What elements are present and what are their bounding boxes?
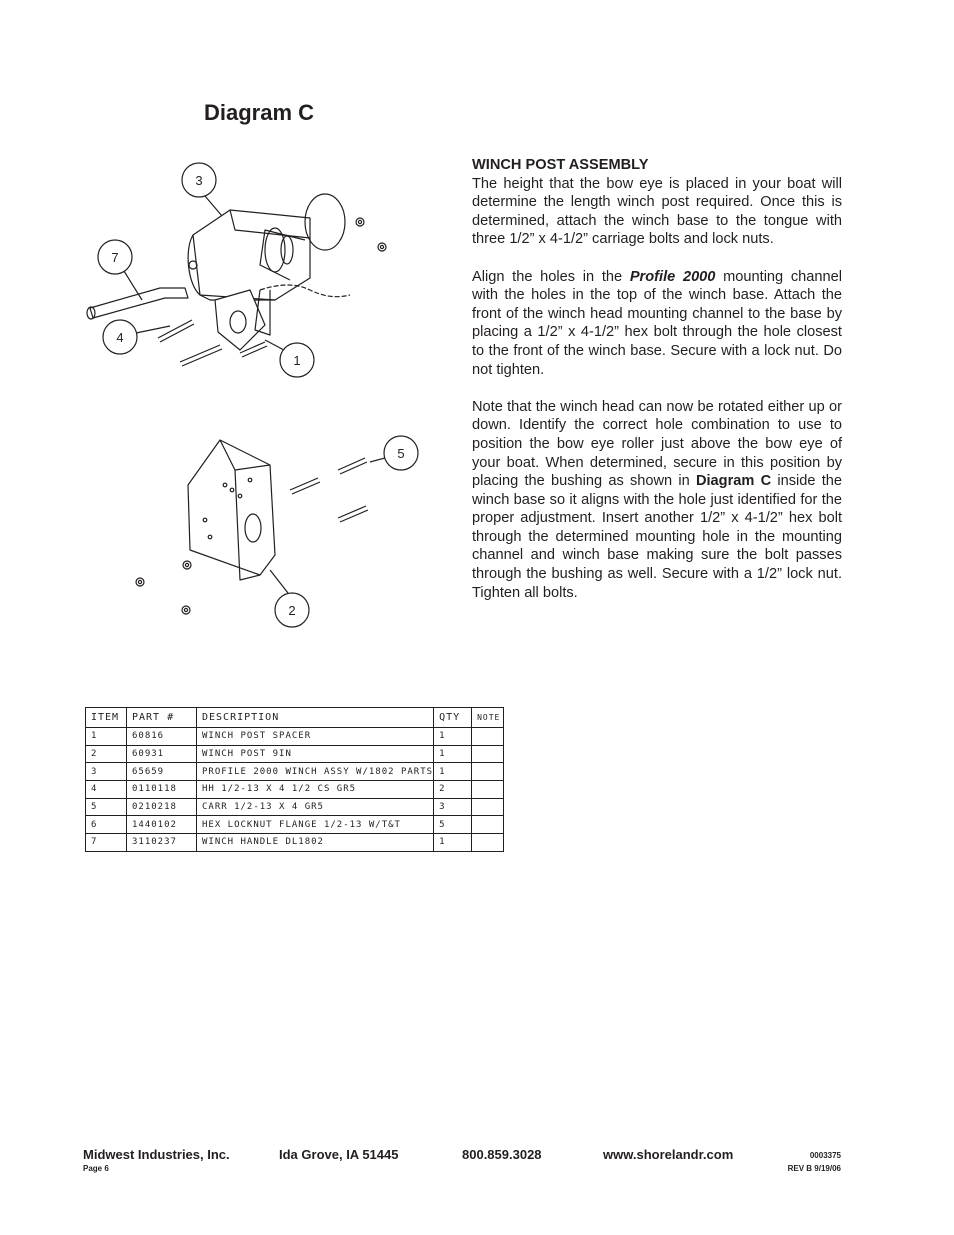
instructions-column — [472, 156, 842, 621]
cell-description: WINCH HANDLE DL1802 — [197, 834, 434, 852]
callout-2: 2 — [288, 603, 296, 618]
cell-qty: 1 — [434, 763, 472, 781]
footer-revision: REV B 9/19/06 — [787, 1164, 841, 1173]
cell-item: 2 — [86, 745, 127, 763]
footer-page-number: Page 6 — [83, 1164, 109, 1173]
cell-description: PROFILE 2000 WINCH ASSY W/1802 PARTS — [197, 763, 434, 781]
footer-address: Ida Grove, IA 51445 — [279, 1147, 399, 1162]
paragraph-3-text-b: inside the winch base so it aligns with the hole just identified for the proper adjustment. Insert another 1/2” x 4-1/2” hex bolt through the determined mounting hole in the mounting channel and winch base making sure the bolt passes through the bushing as well. Secure with a 1/2” lock nut. Tighten all bolts. — [472, 473, 842, 601]
cell-note — [472, 781, 504, 799]
cell-item: 6 — [86, 816, 127, 834]
cell-part-number: 60931 — [127, 745, 197, 763]
cell-description: HH 1/2-13 X 4 1/2 CS GR5 — [197, 781, 434, 799]
cell-part-number: 0210218 — [127, 798, 197, 816]
table-header-row — [86, 708, 504, 728]
cell-part-number: 60816 — [127, 728, 197, 746]
header-qty: QTY — [434, 708, 472, 728]
paragraph-2-text-b: mounting channel with the holes in the top of the winch base. Attach the front of the winch head mounting channel to the base by placing a 1/2” x 4-1/2” hex bolt through the hole closest to the front of the winch base. Secure with a lock nut. Do not tighten. — [472, 268, 842, 378]
cell-item: 1 — [86, 728, 127, 746]
cell-item: 7 — [86, 834, 127, 852]
paragraph-1: The height that the bow eye is placed in your boat will determine the length winch post required. Once this is determined, attach the winch base to the tongue with three 1/2” x 4-1/2” carriage bolts and lock nuts. — [472, 175, 842, 248]
table-row — [86, 816, 504, 834]
cell-description: WINCH POST SPACER — [197, 728, 434, 746]
cell-description: HEX LOCKNUT FLANGE 1/2-13 W/T&T — [197, 816, 434, 834]
header-note: NOTE — [472, 708, 504, 728]
cell-description: WINCH POST 9IN — [197, 745, 434, 763]
callout-4: 4 — [116, 330, 124, 345]
cell-note — [472, 816, 504, 834]
cell-note — [472, 798, 504, 816]
cell-part-number: 3110237 — [127, 834, 197, 852]
callout-1: 1 — [293, 353, 301, 368]
header-item: ITEM — [86, 708, 127, 728]
cell-qty: 5 — [434, 816, 472, 834]
footer-doc-number: 0003375 — [809, 1151, 841, 1160]
cell-item: 4 — [86, 781, 127, 799]
paragraph-3 — [472, 398, 842, 603]
header-part-number: PART # — [127, 708, 197, 728]
cell-part-number: 1440102 — [127, 816, 197, 834]
table-row — [86, 728, 504, 746]
cell-note — [472, 745, 504, 763]
table-row — [86, 745, 504, 763]
winch-post-assembly-diagram — [60, 140, 440, 640]
paragraph-2 — [472, 268, 842, 380]
paragraph-3-text-a: Note that the winch head can now be rotated either up or down. Identify the correct hole combination to use to position the bow eye roller just above the bow eye of your boat. When determined, secure in this position by placing the bushing as shown in — [472, 398, 842, 490]
cell-qty: 1 — [434, 834, 472, 852]
callout-5: 5 — [397, 446, 405, 461]
table-row — [86, 834, 504, 852]
paragraph-2-text-a: Align the holes in the — [472, 268, 630, 285]
cell-note — [472, 763, 504, 781]
cell-qty: 1 — [434, 745, 472, 763]
table-row — [86, 763, 504, 781]
table-row — [86, 781, 504, 799]
footer-company: Midwest Industries, Inc. — [83, 1147, 230, 1162]
cell-qty: 3 — [434, 798, 472, 816]
callout-3: 3 — [195, 173, 203, 188]
callout-7: 7 — [111, 250, 119, 265]
cell-note — [472, 728, 504, 746]
cell-note — [472, 834, 504, 852]
footer-website: www.shorelandr.com — [603, 1147, 734, 1162]
diagram-title: Diagram C — [204, 100, 315, 125]
table-row — [86, 798, 504, 816]
cell-qty: 1 — [434, 728, 472, 746]
header-description: DESCRIPTION — [197, 708, 434, 728]
cell-description: CARR 1/2-13 X 4 GR5 — [197, 798, 434, 816]
diagram-c-reference: Diagram C — [695, 473, 772, 490]
cell-item: 3 — [86, 763, 127, 781]
profile-2000-emphasis: Profile 2000 — [629, 268, 716, 285]
cell-part-number: 65659 — [127, 763, 197, 781]
footer-phone: 800.859.3028 — [462, 1147, 542, 1162]
cell-part-number: 0110118 — [127, 781, 197, 799]
section-heading: WINCH POST ASSEMBLY — [472, 157, 649, 173]
parts-list-table — [85, 707, 504, 852]
cell-qty: 2 — [434, 781, 472, 799]
cell-item: 5 — [86, 798, 127, 816]
